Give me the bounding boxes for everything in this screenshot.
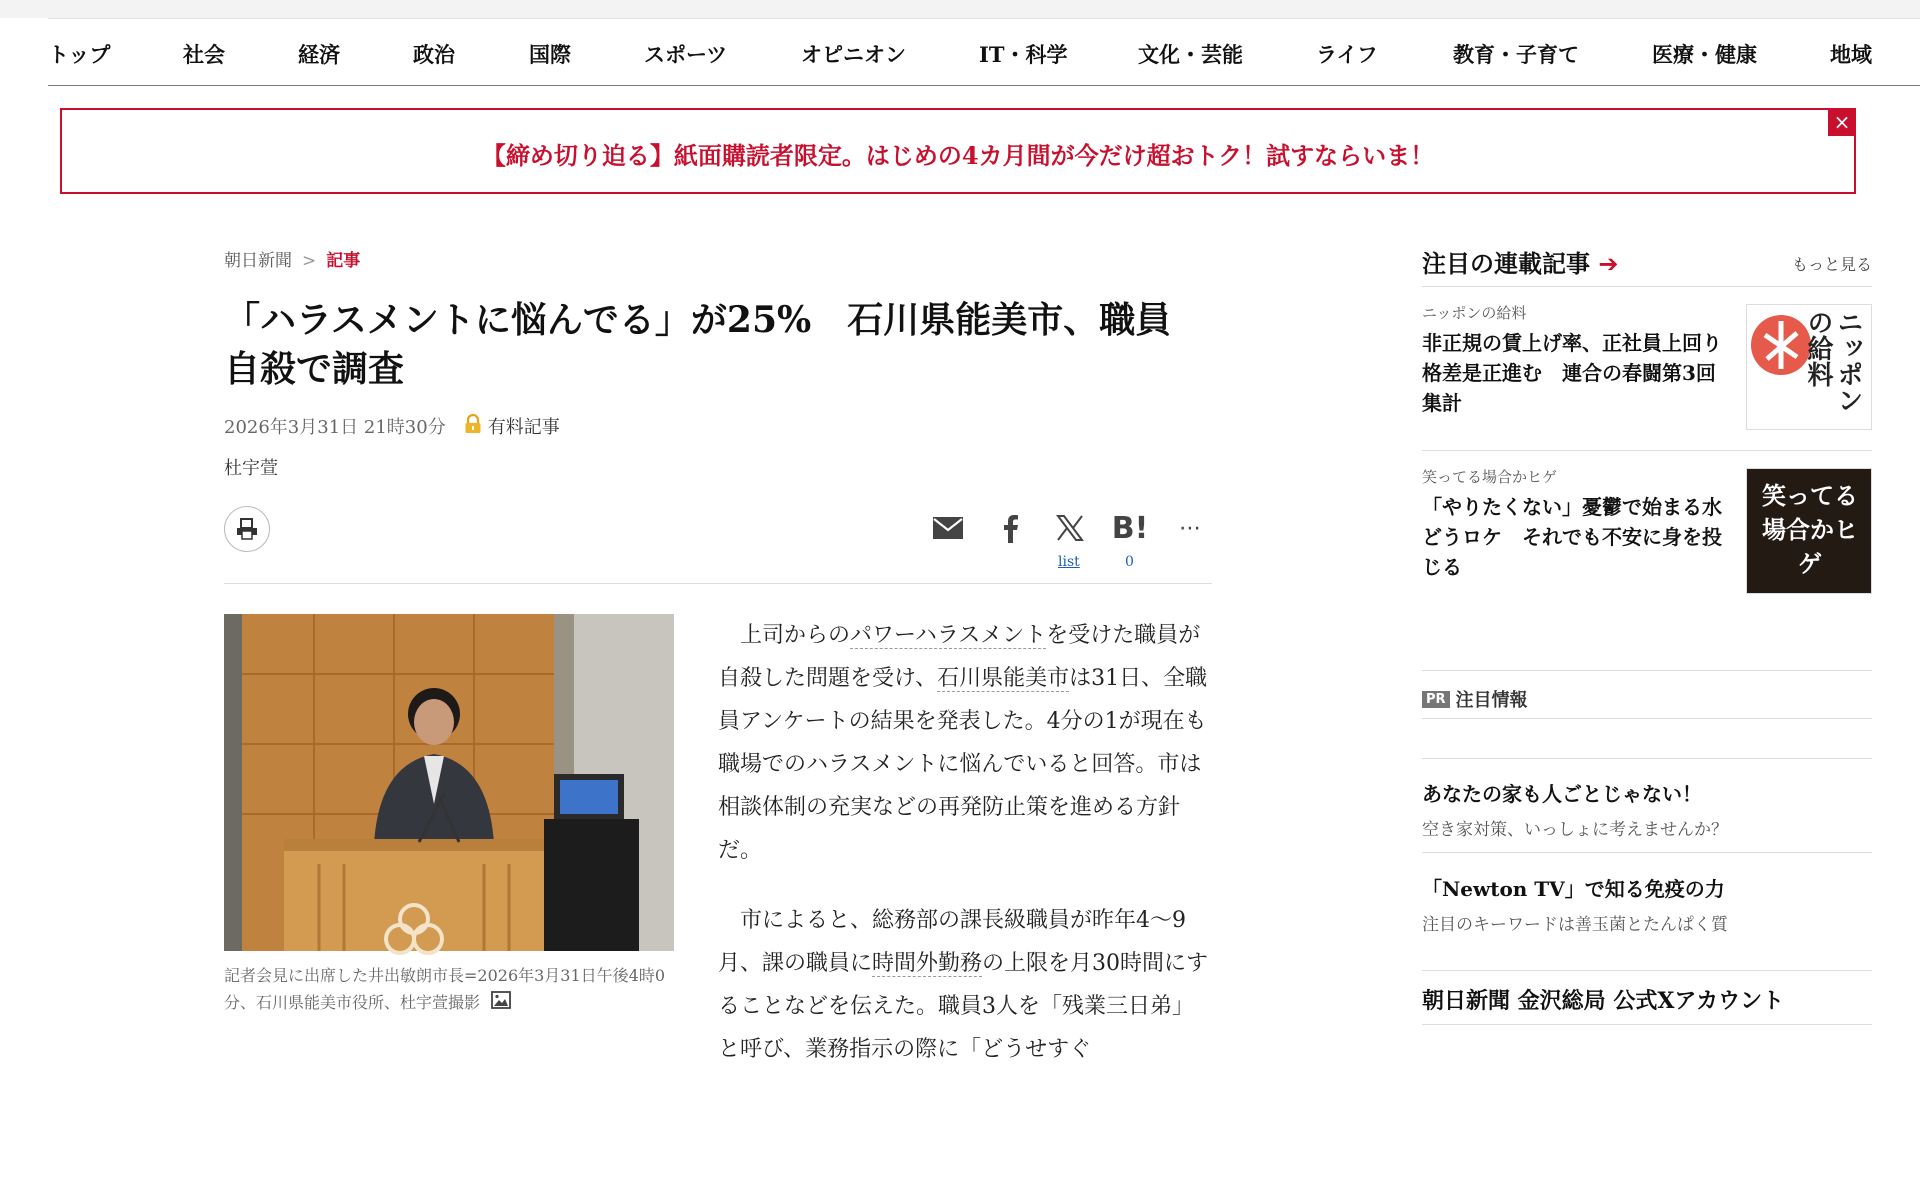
nav-item-top[interactable]: トップ — [48, 42, 111, 67]
promo-banner[interactable] — [60, 108, 1856, 194]
ad-description[interactable]: 空き家対策、いっしょに考えませんか？ — [1422, 820, 1728, 840]
pr-heading-text: 注目情報 — [1455, 690, 1528, 711]
sidebar-divider — [1422, 718, 1872, 719]
mail-icon — [933, 517, 963, 539]
facebook-share-button[interactable] — [992, 510, 1028, 546]
x-share-count[interactable]: list — [1058, 554, 1080, 570]
x-share-button[interactable] — [1052, 510, 1088, 546]
series-thumbnail[interactable] — [1746, 304, 1872, 430]
sidebar-divider — [1422, 670, 1872, 671]
p2-text: の上限を月30時間にすることなどを伝えた。職員3人を「残業三日弟」と呼び、業務指示の際に「どうせすぐ — [718, 951, 1209, 1062]
p1-text: を受けた職員が自殺した問題を受け、 — [718, 623, 1201, 691]
series-category[interactable]: 笑ってる場合かヒゲ — [1422, 468, 1558, 486]
sidebar-divider — [1422, 1024, 1872, 1025]
article-date: 2026年3月31日 21時30分 — [224, 417, 446, 438]
promo-text[interactable]: 【締め切り迫る】紙面購読者限定。はじめの4カ月間が今だけ超おトク！試すならいま！ — [481, 141, 1435, 170]
series-category[interactable]: ニッポンの給料 — [1422, 304, 1527, 322]
breadcrumb — [224, 246, 360, 271]
article-title: 「ハラスメントに悩んでる」が25% 石川県能美市、職員自殺で調査 — [224, 299, 1172, 390]
article-photo[interactable] — [224, 614, 674, 951]
top-strip — [0, 0, 1920, 18]
article-author[interactable]: 杜宇萱 — [224, 458, 278, 479]
sidebar-divider — [1422, 852, 1872, 853]
keyword-link-power-harassment[interactable]: パワーハラスメント — [850, 623, 1047, 648]
hatena-icon: B! — [1111, 510, 1149, 546]
thumb-text: 笑ってる場合かヒゲ — [1762, 481, 1858, 578]
nav-item-economy[interactable]: 経済 — [298, 42, 340, 67]
series-title-link[interactable]: 非正規の賃上げ率、正社員上回り格差是正進む 連合の春闘第3回集計 — [1422, 331, 1722, 415]
mail-share-button[interactable] — [930, 510, 966, 546]
nav-item-edu[interactable]: 教育・子育て — [1453, 42, 1579, 67]
nav-item-health[interactable]: 医療・健康 — [1652, 42, 1757, 67]
pr-heading — [1422, 686, 1528, 712]
ad-description[interactable]: 注目のキーワードは善玉菌とたんぱく質 — [1422, 915, 1728, 935]
breadcrumb-sep: > — [302, 251, 317, 271]
paid-label: 有料記事 — [487, 417, 560, 438]
nav-item-intl[interactable]: 国際 — [529, 42, 571, 67]
paragraph-2 — [718, 899, 1212, 1071]
caption-text: 記者会見に出席した井出敏朗市長=2026年3月31日午後4時0分、石川県能美市役所、杜宇萱撮影 — [224, 966, 666, 1012]
nav-item-culture[interactable]: 文化・芸能 — [1138, 42, 1243, 67]
print-icon — [235, 518, 259, 540]
series-heading[interactable] — [1422, 244, 1618, 279]
article-body — [718, 614, 1212, 1062]
image-icon[interactable] — [491, 990, 511, 1017]
series-title-link[interactable]: 「やりたくない」憂鬱で始まる水どうロケ それでも不安に身を投じる — [1422, 495, 1722, 579]
thumb-text: ニッポンの給料 — [1803, 309, 1863, 413]
nav-item-society[interactable]: 社会 — [183, 42, 225, 67]
nav-item-it[interactable]: IT・科学 — [979, 42, 1068, 67]
lock-icon — [464, 414, 482, 439]
sidebar-divider — [1422, 286, 1872, 287]
arrow-right-icon: ➔ — [1598, 250, 1619, 278]
more-share-button[interactable] — [1172, 510, 1208, 546]
x-icon — [1056, 514, 1084, 542]
pr-badge: PR — [1422, 691, 1450, 708]
more-icon: ⋯ — [1179, 515, 1201, 541]
breadcrumb-home[interactable]: 朝日新聞 — [224, 251, 292, 271]
hatena-share-count[interactable]: 0 — [1125, 554, 1134, 570]
more-link[interactable]: もっと見る — [1791, 255, 1872, 274]
hatena-share-button[interactable] — [1112, 510, 1148, 546]
ad-title-link[interactable]: あなたの家も人ごとじゃない！ — [1422, 782, 1702, 806]
keyword-link-overtime[interactable]: 時間外勤務 — [872, 951, 983, 976]
keyword-link-nomi-city[interactable]: 石川県能美市 — [937, 666, 1070, 691]
p2-text: 市によると、総務部の課長級職員が昨年4～9月、課の職員に — [718, 908, 1186, 976]
series-heading-text[interactable]: 注目の連載記事 — [1422, 249, 1590, 278]
breadcrumb-current: 記事 — [326, 251, 361, 271]
nav-item-politics[interactable]: 政治 — [413, 42, 455, 67]
main-nav — [48, 18, 1920, 86]
p1-text: 上司からの — [740, 623, 851, 648]
print-button[interactable] — [224, 506, 270, 552]
close-icon[interactable]: × — [1828, 108, 1856, 136]
sidebar-divider — [1422, 758, 1872, 759]
nav-item-life[interactable]: ライフ — [1316, 42, 1378, 67]
nav-item-region[interactable]: 地域 — [1830, 42, 1872, 67]
nav-item-opinion[interactable]: オピニオン — [801, 42, 906, 67]
article-meta — [224, 413, 560, 439]
paragraph-1 — [718, 614, 1212, 872]
nav-item-sports[interactable]: スポーツ — [644, 42, 728, 67]
facebook-icon — [1001, 513, 1019, 543]
x-account-link[interactable]: 朝日新聞 金沢総局 公式Xアカウント — [1422, 988, 1785, 1014]
share-divider — [224, 583, 1212, 584]
p1-text: は31日、全職員アンケートの結果を発表した。4分の1が現在も職場でのハラスメントに悩んでいると回答。市は相談体制の充実などの再発防止策を進める方針だ。 — [718, 666, 1208, 863]
sidebar-divider — [1422, 970, 1872, 971]
photo-caption — [224, 962, 674, 1017]
series-thumbnail[interactable] — [1746, 468, 1872, 594]
ad-title-link[interactable]: 「Newton TV」で知る免疫の力 — [1422, 877, 1725, 901]
sidebar-divider — [1422, 450, 1872, 451]
